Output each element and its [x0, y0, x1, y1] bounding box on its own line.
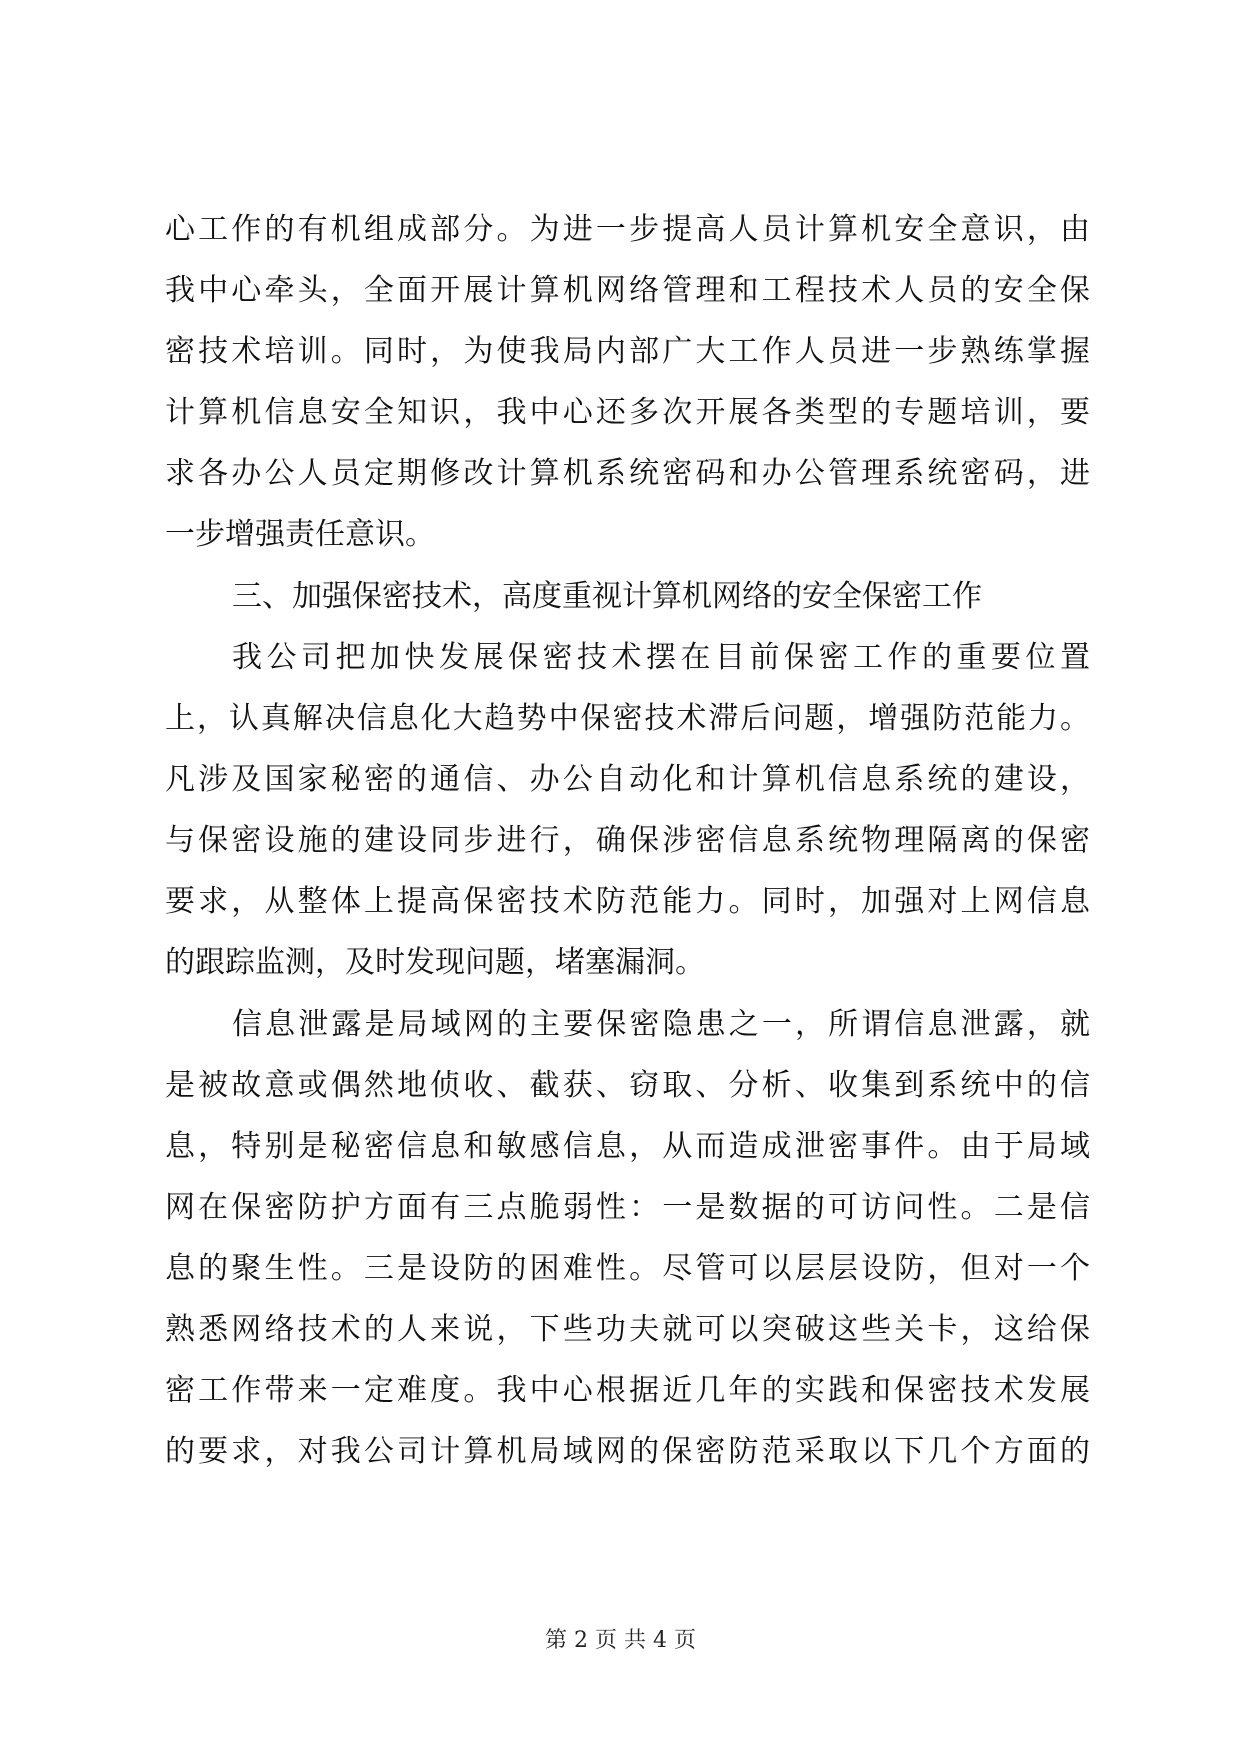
paragraph-first-line: 信息泄露是局域网的主要保密隐患之一，所谓信息泄露，就 — [232, 1007, 1090, 1042]
body-line: 凡涉及国家秘密的通信、办公自动化和计算机信息系统的建设， — [165, 762, 1090, 797]
body-line: 的跟踪监测，及时发现问题，堵塞漏洞。 — [165, 945, 705, 980]
body-line: 我中心牵头，全面开展计算机网络管理和工程技术人员的安全保 — [165, 273, 1090, 308]
body-line: 一步增强责任意识。 — [165, 517, 435, 552]
body-line: 息，特别是秘密信息和敏感信息，从而造成泄密事件。由于局域 — [165, 1129, 1090, 1164]
body-line: 计算机信息安全知识，我中心还多次开展各类型的专题培训，要 — [165, 395, 1090, 430]
body-line: 密技术培训。同时，为使我局内部广大工作人员进一步熟练掌握 — [165, 334, 1090, 369]
section-heading: 三、加强保密技术，高度重视计算机网络的安全保密工作 — [232, 579, 982, 614]
body-line: 密工作带来一定难度。我中心根据近几年的实践和保密技术发展 — [165, 1373, 1090, 1408]
body-line: 网在保密防护方面有三点脆弱性：一是数据的可访问性。二是信 — [165, 1190, 1090, 1225]
body-line: 的要求，对我公司计算机局域网的保密防范采取以下几个方面的 — [165, 1434, 1090, 1469]
page-number-footer: 第 2 页 共 4 页 — [545, 1628, 696, 1653]
body-line: 心工作的有机组成部分。为进一步提高人员计算机安全意识，由 — [165, 212, 1090, 247]
body-line: 是被故意或偶然地侦收、截获、窃取、分析、收集到系统中的信 — [165, 1068, 1090, 1103]
body-line: 要求，从整体上提高保密技术防范能力。同时，加强对上网信息 — [165, 884, 1090, 919]
body-line: 熟悉网络技术的人来说，下些功夫就可以突破这些关卡，这给保 — [165, 1312, 1090, 1347]
body-line: 求各办公人员定期修改计算机系统密码和办公管理系统密码，进 — [165, 456, 1090, 491]
body-line: 上，认真解决信息化大趋势中保密技术滞后问题，增强防范能力。 — [165, 701, 1090, 736]
body-line: 与保密设施的建设同步进行，确保涉密信息系统物理隔离的保密 — [165, 823, 1090, 858]
paragraph-first-line: 我公司把加快发展保密技术摆在目前保密工作的重要位置 — [232, 640, 1090, 675]
body-line: 息的聚生性。三是设防的困难性。尽管可以层层设防，但对一个 — [165, 1251, 1090, 1286]
